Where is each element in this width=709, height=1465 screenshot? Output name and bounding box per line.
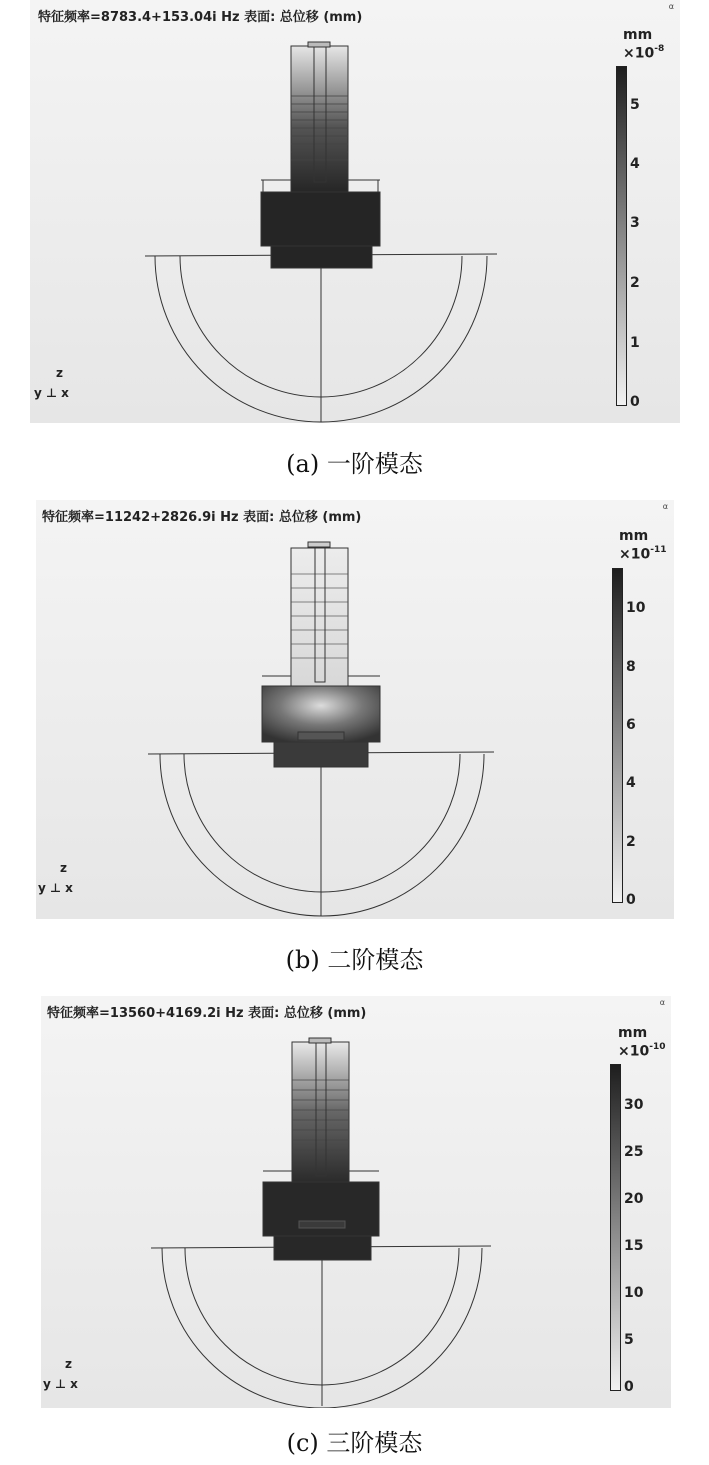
- colorbar-tick: 6: [626, 717, 636, 733]
- simulation-plot-b: [36, 500, 674, 919]
- axis-z-label: z: [60, 861, 67, 875]
- colorbar-tick: 0: [626, 892, 636, 908]
- colorbar-tick: 0: [624, 1379, 634, 1395]
- exponent-power: -8: [654, 44, 665, 54]
- corner-mark: α: [662, 502, 668, 511]
- exponent-power: -11: [650, 545, 667, 555]
- colorbar-tick: 5: [624, 1332, 634, 1348]
- exponent-base: ×10: [619, 546, 651, 563]
- corner-mark: α: [659, 998, 665, 1007]
- colorbar-tick: 8: [626, 659, 636, 675]
- transducer-model-a: [30, 0, 680, 423]
- axis-yx-label: y ⊥ x: [43, 1377, 78, 1391]
- panel-a: [0, 0, 709, 490]
- colorbar-tick: 0: [630, 394, 640, 410]
- colorbar-exponent: [618, 1041, 665, 1059]
- transducer-model-b: [36, 500, 674, 919]
- panel-b: [0, 497, 709, 987]
- exponent-power: -10: [649, 1042, 666, 1052]
- caption-c: (c) 三阶模态: [286, 1429, 423, 1457]
- exponent-base: ×10: [623, 45, 655, 62]
- colorbar-tick: 4: [630, 156, 640, 172]
- colorbar-tick: 2: [626, 834, 636, 850]
- colorbar-exponent: [623, 43, 664, 61]
- colorbar-exponent: [619, 544, 666, 562]
- colorbar-tick: 30: [624, 1097, 644, 1113]
- colorbar-tick: 3: [630, 215, 640, 231]
- caption-a: (a) 一阶模态: [286, 450, 423, 478]
- plot-title: 特征频率=8783.4+153.04i Hz 表面: 总位移 (mm): [38, 10, 363, 25]
- colorbar-tick: 20: [624, 1191, 644, 1207]
- colorbar-tick: 15: [624, 1238, 644, 1254]
- axis-yx-label: y ⊥ x: [38, 881, 73, 895]
- colorbar: [612, 568, 623, 903]
- axis-z-label: z: [65, 1357, 72, 1371]
- colorbar: [610, 1064, 621, 1391]
- panel-c: [0, 993, 709, 1465]
- colorbar-tick: 5: [630, 97, 640, 113]
- caption-b: (b) 二阶模态: [285, 946, 424, 974]
- axis-yx-label: y ⊥ x: [34, 386, 69, 400]
- corner-mark: α: [668, 2, 674, 11]
- simulation-plot-c: [41, 996, 671, 1408]
- colorbar-unit: mm: [618, 1025, 648, 1041]
- colorbar-unit: mm: [623, 27, 653, 43]
- colorbar-tick: 1: [630, 335, 640, 351]
- colorbar-tick: 10: [624, 1285, 644, 1301]
- colorbar-tick: 10: [626, 600, 646, 616]
- plot-title: 特征频率=13560+4169.2i Hz 表面: 总位移 (mm): [47, 1006, 367, 1021]
- exponent-base: ×10: [618, 1043, 650, 1060]
- colorbar: [616, 66, 627, 406]
- colorbar-tick: 2: [630, 275, 640, 291]
- colorbar-tick: 4: [626, 775, 636, 791]
- simulation-plot-a: [30, 0, 680, 423]
- colorbar-tick: 25: [624, 1144, 644, 1160]
- transducer-model-c: [41, 996, 671, 1408]
- axis-z-label: z: [56, 366, 63, 380]
- colorbar-unit: mm: [619, 528, 649, 544]
- plot-title: 特征频率=11242+2826.9i Hz 表面: 总位移 (mm): [42, 510, 362, 525]
